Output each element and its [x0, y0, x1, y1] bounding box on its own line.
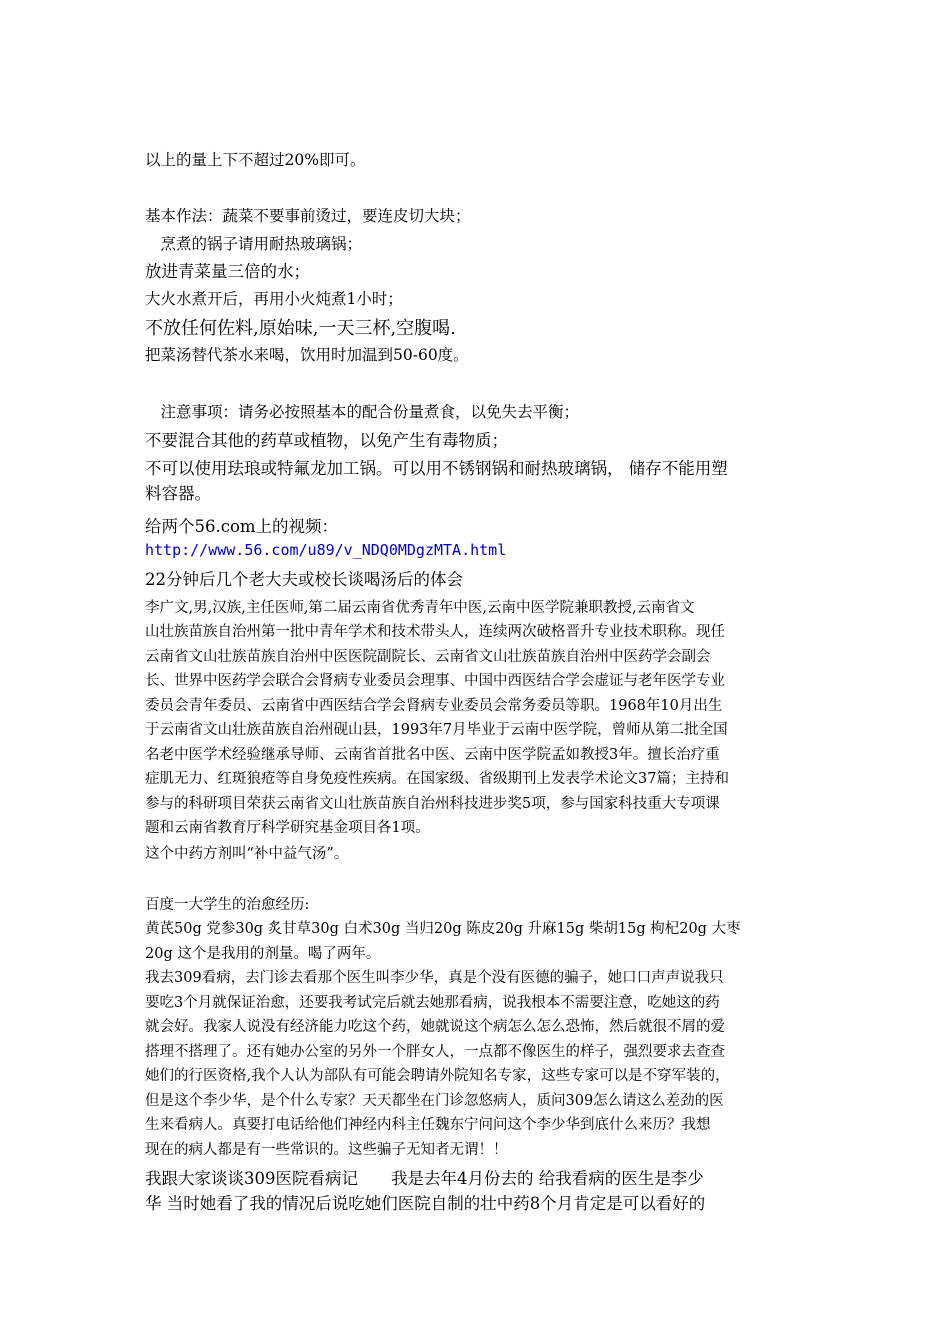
student-line-4: 要吃3个月就保证治愈，还要我考试完后就去她那看病，说我根本不需要注意，吃她这的药 [145, 995, 720, 1011]
bio-line-7: 名老中医学术经验继承导师、云南省首批名中医、云南中医学院孟如教授3年。擅长治疗重 [145, 747, 720, 763]
notes-line-3: 不可以使用珐琅或特氟龙加工锅。可以用不锈钢锅和耐热玻璃锅， 储存不能用塑 [145, 459, 728, 478]
bio-line-1: 李广文,男,汉族,主任医师,第二届云南省优秀青年中医,云南中医学院兼职教授,云南省文 [145, 600, 695, 616]
bio-line-9: 参与的科研项目荣获云南省文山壮族苗族自治州科技进步奖5项，参与国家科技重大专项课 [145, 796, 720, 812]
method-line-4: 大火水煮开后，再用小火炖煮1小时； [145, 290, 403, 308]
amount-note: 以上的量上下不超过20%即可。 [145, 151, 366, 169]
bio-line-8: 症肌无力、红斑狼疮等自身免疫性疾病。在国家级、省级期刊上发表学术论文37篇；主持和 [145, 771, 729, 787]
method-line-3: 放进青菜量三倍的水； [145, 262, 310, 281]
notes-line-4: 料容器。 [145, 484, 211, 503]
student-line-3: 我去309看病，去门诊去看那个医生叫李少华，真是个没有医德的骗子，她口口声声说我只 [145, 970, 724, 986]
bio-line-3: 云南省文山壮族苗族自治州中医医院副院长、云南省文山壮族苗族自治州中医药学会副会 [145, 649, 711, 665]
video-caption: 22分钟后几个老大夫或校长谈喝汤后的体会 [145, 570, 463, 589]
student-line-7: 她们的行医资格,我个人认为部队有可能会聘请外院知名专家，这些专家可以是不穿军装的， [145, 1068, 730, 1084]
method-line-1: 基本作法：蔬菜不要事前烫过，要连皮切大块； [145, 207, 471, 225]
formula-name: 这个中药方剂叫“补中益气汤”。 [145, 846, 349, 862]
story-line-1: 我跟大家谈谈309医院看病记 我是去年4月份去的 给我看病的医生是李少 [145, 1169, 704, 1188]
bio-line-2: 山壮族苗族自治州第一批中青年学术和技术带头人，连续两次破格晋升专业技术职称。现任 [145, 624, 725, 640]
bio-line-6: 于云南省文山壮族苗族自治州砚山县，1993年7月毕业于云南中医学院，曾师从第二批全国 [145, 722, 728, 738]
student-line-6: 搭理不搭理了。还有她办公室的另外一个胖女人，一点都不像医生的样子，强烈要求去查查 [145, 1044, 725, 1060]
student-line-1: 黄芪50g 党参30g 炙甘草30g 白术30g 当归20g 陈皮20g 升麻15g 柴胡15g 枸杞20g 大枣 [145, 921, 741, 937]
notes-line-2: 不要混合其他的药草或植物，以免产生有毒物质； [145, 431, 508, 450]
story-line-2: 华 当时她看了我的情况后说吃她们医院自制的壮中药8个月肯定是可以看好的 [145, 1194, 706, 1213]
student-title: 百度一大学生的治愈经历: [145, 897, 310, 913]
videos-intro: 给两个56.com上的视频： [145, 517, 339, 536]
method-line-5: 不放任何佐料,原始味,一天三杯,空腹喝. [145, 318, 456, 339]
student-line-10: 现在的病人都是有一些常识的。这些骗子无知者无谓！！ [145, 1142, 508, 1158]
bio-line-5: 委员会青年委员、云南省中西医结合学会肾病专业委员会常务委员等职。1968年10月出生 [145, 698, 723, 714]
student-line-5: 就会好。我家人说没有经济能力吃这个药，她就说这个病怎么怎么恐怖，然后就很不屑的爱 [145, 1019, 725, 1035]
bio-line-10: 题和云南省教育厅科学研究基金项目各1项。 [145, 820, 430, 836]
method-line-6: 把菜汤替代茶水来喝，饮用时加温到50-60度。 [145, 346, 469, 364]
bio-line-4: 长、世界中医药学会联合会肾病专业委员会理事、中国中西医结合学会虚证与老年医学专业 [145, 673, 725, 689]
student-line-9: 生来看病人。真要打电话给他们神经内科主任魏东宁问问这个李少华到底什么来历？我想 [145, 1117, 711, 1133]
video-link[interactable]: http://www.56.com/u89/v_NDQ0MDgzMTA.html [145, 541, 507, 559]
method-line-2: 烹煮的锅子请用耐热玻璃锅； [145, 235, 363, 253]
student-line-2: 20g 这个是我用的剂量。喝了两年。 [145, 946, 381, 962]
notes-line-1: 注意事项：请务必按照基本的配合份量煮食，以免失去平衡； [145, 403, 580, 421]
student-line-8: 但是这个李少华，是个什么专家？天天都坐在门诊忽悠病人，质问309怎么请这么差劲的医 [145, 1093, 724, 1109]
